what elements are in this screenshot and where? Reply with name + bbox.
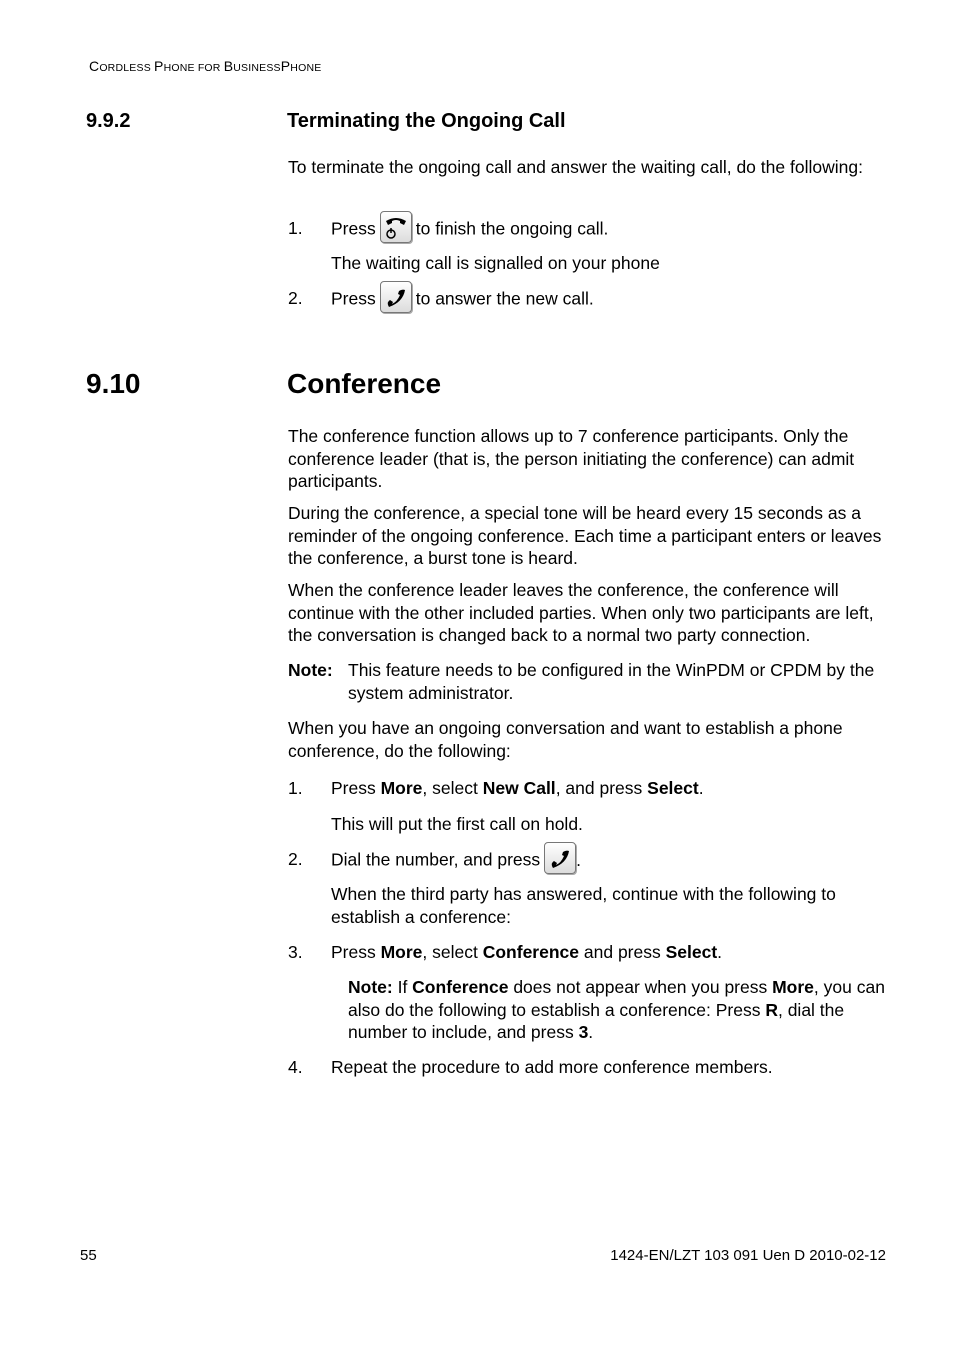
step-number: 1. <box>288 778 303 798</box>
step-number: 3. <box>288 942 303 962</box>
end-call-icon <box>380 211 412 243</box>
step-992-1-result: The waiting call is signalled on your phone <box>331 253 660 273</box>
note-text: This feature needs to be configured in the WinPDM or CPDM by the system administrator. <box>348 660 875 703</box>
step-number: 1. <box>288 218 303 238</box>
section-title-992: Terminating the Ongoing Call <box>287 110 566 132</box>
step-number: 4. <box>288 1057 303 1077</box>
paragraph: The conference function allows up to 7 conference participants. Only the conference leader (that is, the person initiating the conference) can admit participants. <box>288 426 855 491</box>
step-number: 2. <box>288 288 303 308</box>
section-number-992: 9.9.2 <box>86 110 131 132</box>
step-910-2: Dial the number, and press . <box>331 848 899 874</box>
section-title-910: Conference <box>287 368 442 399</box>
step-992-1: Press to finish the ongoing call. <box>331 217 899 243</box>
page-number: 55 <box>80 1247 97 1264</box>
inner-note: Note: If Conference does not appear when you press More, you can also do the following to establish a conference: Press R, dial the number to include, and press 3. <box>348 977 885 1042</box>
step-910-1: Press More, select New Call, and press Select. <box>331 778 704 798</box>
section-992-intro: To terminate the ongoing call and answer the waiting call, do the following: <box>288 157 863 177</box>
call-icon <box>544 842 576 874</box>
note-label: Note: <box>288 660 333 680</box>
note <box>288 659 900 703</box>
step-910-1-result: This will put the first call on hold. <box>331 814 583 834</box>
document-id: 1424-EN/LZT 103 091 Uen D 2010-02-12 <box>610 1247 886 1264</box>
paragraph: When the conference leader leaves the conference, the conference will continue with the other included parties. When only two participants are left, the conversation is changed back to a normal two party connection. <box>288 580 874 645</box>
section-number-910: 9.10 <box>86 368 141 399</box>
step-910-2-result: When the third party has answered, continue with the following to establish a conference: <box>331 884 836 927</box>
running-header: CORDLESS PHONE FOR BUSINESSPHONE <box>89 58 322 74</box>
step-992-2: Press to answer the new call. <box>331 287 899 313</box>
call-icon <box>380 281 412 313</box>
step-910-4: Repeat the procedure to add more conference members. <box>331 1057 773 1077</box>
step-910-3: Press More, select Conference and press Select. <box>331 942 723 962</box>
paragraph: During the conference, a special tone will be heard every 15 seconds as a reminder of the ongoing conference. Each time a participant enters or leaves the conference, a burst tone is heard. <box>288 503 882 568</box>
paragraph: When you have an ongoing conversation and want to establish a phone conference, do the following: <box>288 718 843 761</box>
step-number: 2. <box>288 849 303 869</box>
